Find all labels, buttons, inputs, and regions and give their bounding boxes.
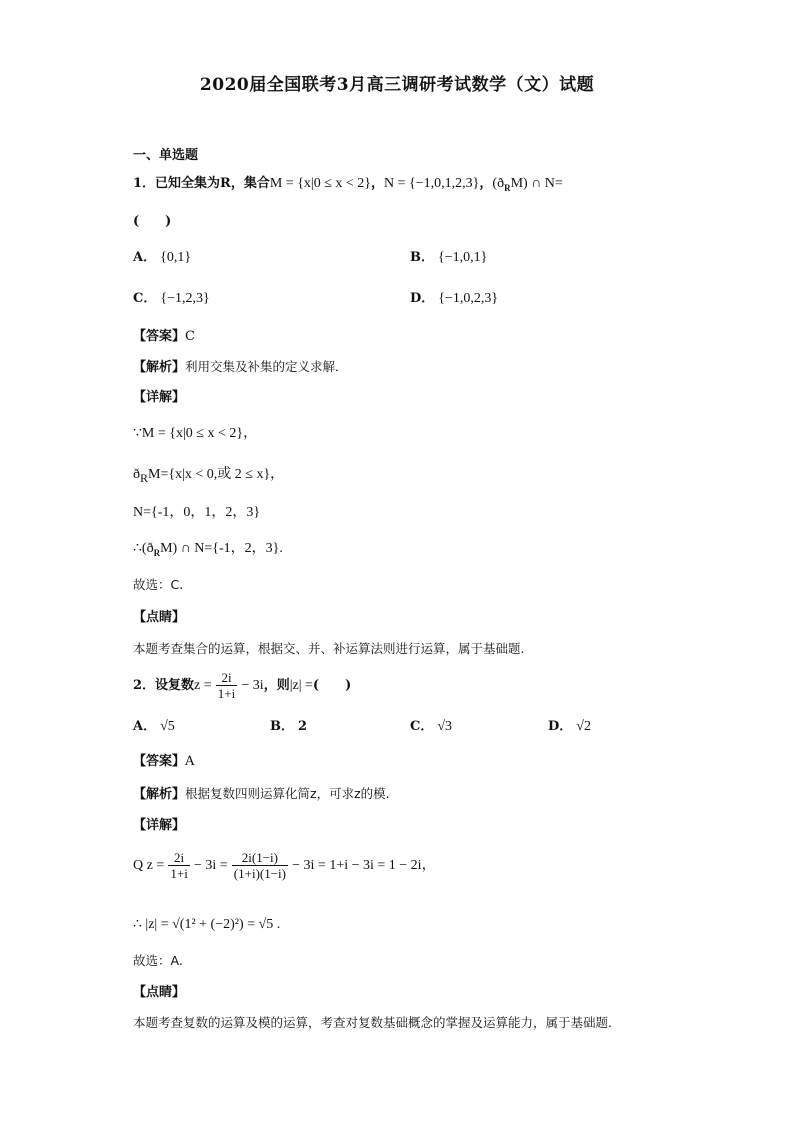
q2-option-d-value: √2	[576, 719, 591, 734]
q1-expr-sub: R	[504, 182, 511, 193]
q2-option-d-label: D．	[548, 719, 573, 734]
q2-answer	[133, 753, 194, 771]
q1-detail-line2-a: ð	[133, 467, 140, 482]
q2-stem-text: 2．设复数	[133, 678, 195, 693]
q2-d1-frac2-num: 2i(1−i)	[232, 850, 288, 866]
q2-option-a-label: A．	[133, 719, 157, 734]
q2-frac-num: 2i	[216, 670, 237, 686]
q2-z-eq: z =	[194, 678, 212, 693]
q2-answer-tag: 【答案】	[133, 754, 186, 769]
q1-detail-tag: 【详解】	[133, 390, 186, 405]
q1-option-d-label: D．	[410, 291, 435, 306]
q1-detail-line3: N={-1，0，1，2，3}	[133, 505, 261, 520]
q1-expr-b: M) ∩ N=	[510, 176, 563, 191]
q1-detail-line1: ∵M = {x|0 ≤ x < 2}，	[133, 426, 258, 441]
q2-abs-z: |z| =	[289, 678, 313, 693]
q2-d1-frac2-den: (1+i)(1−i)	[233, 866, 286, 881]
q2-fraction	[216, 670, 237, 701]
q1-option-d	[410, 290, 498, 308]
section-heading: 一、单选题	[133, 148, 199, 163]
q1-choose: 故选：C.	[133, 577, 184, 592]
exam-title: 2020届全国联考3月高三调研考试数学（文）试题	[199, 75, 595, 95]
q1-set-n: N = {−1,0,1,2,3}	[384, 176, 480, 191]
q1-detail-line4-sub: R	[153, 547, 161, 558]
q2-d1-frac1	[168, 850, 189, 881]
q1-paren: ( )	[133, 214, 172, 229]
q1-option-b-value: {−1,0,1}	[438, 250, 488, 265]
q1-option-c-label: C．	[133, 291, 157, 306]
q1-answer-tag: 【答案】	[133, 329, 186, 344]
q1-stem	[133, 175, 563, 197]
q2-option-c	[410, 718, 452, 736]
q1-option-a	[133, 249, 191, 267]
q1-detail-line4-b: M) ∩ N={-1，2，3}.	[160, 541, 283, 556]
q1-analysis-tag: 【解析】	[133, 360, 186, 375]
q2-analysis-text: 根据复数四则运算化简z，可求z的模.	[185, 786, 390, 801]
q2-detail-line1	[133, 848, 436, 884]
q2-frac-den: 1+i	[217, 686, 236, 701]
q2-d1-frac1-num: 2i	[168, 850, 189, 866]
q2-comment-tag: 【点睛】	[133, 985, 186, 1000]
q2-detail-line2: ∴ |z| = √(1² + (−2)²) = √5 .	[133, 917, 281, 932]
q1-detail-line4	[133, 540, 283, 562]
q2-option-b-label: B．	[270, 719, 294, 734]
q1-option-c	[133, 290, 210, 308]
q2-detail-tag: 【详解】	[133, 818, 186, 833]
q2-choose: 故选：A.	[133, 953, 183, 968]
q1-expr-a: (ð	[492, 176, 505, 191]
q2-paren: ( )	[312, 678, 352, 693]
q2-d1-frac2	[232, 850, 288, 881]
q1-option-d-value: {−1,0,2,3}	[438, 291, 499, 306]
q1-detail-line2-b: M={x|x < 0,或 2 ≤ x}，	[148, 467, 285, 482]
q1-detail-line2-sub: R	[140, 470, 149, 485]
q1-option-c-value: {−1,2,3}	[160, 291, 210, 306]
q1-set-m: M = {x|0 ≤ x < 2}	[269, 176, 372, 191]
q1-option-a-label: A．	[133, 250, 157, 265]
q2-d1-q: Q z =	[133, 858, 165, 873]
q1-analysis-text: 利用交集及补集的定义求解．	[185, 359, 348, 374]
q2-option-c-label: C．	[410, 719, 434, 734]
q2-answer-value: A	[185, 754, 195, 769]
q2-option-a-value: √5	[160, 719, 175, 734]
q2-analysis	[133, 785, 390, 804]
q2-stem	[133, 670, 351, 702]
q1-option-b	[410, 249, 487, 267]
q1-option-a-value: {0,1}	[160, 250, 192, 265]
q2-stem-b: ，则	[263, 678, 290, 693]
q1-detail-line4-a: ∴(ð	[133, 541, 154, 556]
q1-answer	[133, 328, 195, 346]
q2-d1-rest: − 3i = 1+i − 3i = 1 − 2i，	[292, 858, 436, 873]
q1-comment: 本题考查集合的运算，根据交、并、补运算法则进行运算，属于基础题.	[133, 641, 525, 656]
q2-option-c-value: √3	[437, 719, 453, 734]
q2-d1-frac1-den: 1+i	[170, 866, 188, 881]
q2-d1-mid: − 3i =	[193, 858, 228, 873]
q1-option-b-label: B．	[410, 250, 434, 265]
q1-detail-line2	[133, 466, 284, 487]
q2-option-b-value: 2	[298, 719, 308, 734]
q2-comment: 本题考查复数的运算及模的运算，考查对复数基础概念的掌握及运算能力，属于基础题.	[133, 1015, 612, 1030]
q1-analysis	[133, 358, 348, 377]
q2-option-d	[548, 718, 591, 736]
q1-sep1: ，	[371, 176, 385, 191]
q2-option-b	[270, 718, 307, 736]
q1-comment-tag: 【点睛】	[133, 610, 186, 625]
q1-stem-text: 1．已知全集为R，集合	[133, 176, 270, 191]
q2-stem-mid: − 3i	[241, 678, 264, 693]
q1-sep2: ，	[479, 176, 493, 191]
q2-option-a	[133, 718, 175, 736]
q2-analysis-tag: 【解析】	[133, 787, 186, 802]
q1-answer-value: C	[185, 329, 195, 344]
q1-expr	[492, 176, 562, 191]
